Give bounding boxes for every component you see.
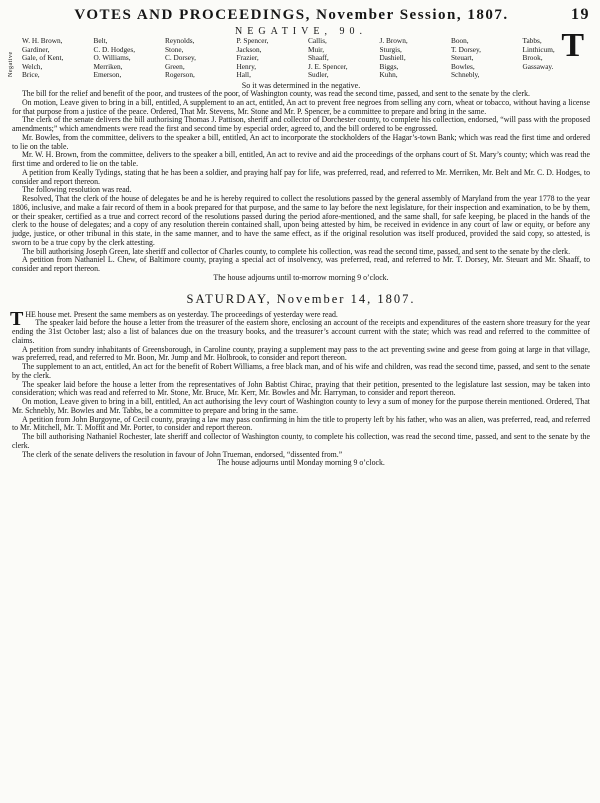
member-name: Schnebly, (451, 70, 480, 80)
paragraph: A petition from John Burgoyne, of Cecil county, praying a law may pass confirming in him the title to property left by his father, who was an alien, was preferred, read, and referred to Mr. Mitchell, Mr. T. Moffit and Mr. Porter, to consider and report thereon. (12, 414, 590, 433)
member-name: Kuhn, (379, 70, 398, 80)
running-head (12, 6, 590, 24)
member-name: Stone, (165, 44, 184, 54)
negative-column (237, 37, 305, 80)
member-name: Brook, (522, 53, 543, 63)
member-name: Bowles, (451, 61, 475, 71)
paragraph: The speaker laid before the house a letter from the treasurer of the eastern shore, enclosing an account of the receipts and expenditures of the eastern shore treasury for the year ending the 31st October last; also a list of balances due on the treasury books, and the treasurer’s account current with the state; which was read and referred to the committee of claims. (12, 318, 590, 345)
paragraph: The following resolution was read. (22, 185, 132, 195)
page-number: 19 (571, 6, 590, 23)
member-name: Gassaway. (522, 61, 554, 71)
paragraph: On motion, Leave given to bring in a bill, entitled, An act authorising the levy court of Washington county to levy a sum of money for the purpose therein mentioned. Ordered, That Mr. Schnebly, Mr. Bowles and Mr. Tabbs, be a committee to prepare and bring in the same. (12, 397, 590, 415)
member-name: Merriken, (93, 61, 123, 71)
member-name: C. Dorsey, (165, 53, 196, 63)
member-name: Emerson, (93, 70, 122, 80)
member-name: Gale, of Kent, (22, 53, 64, 63)
adjournment-line: The house adjourns until to-morrow morning 9 o’clock. (213, 272, 389, 282)
negative-column (451, 37, 519, 80)
member-name: C. D. Hodges, (93, 44, 136, 54)
paragraph: A petition from sundry inhabitants of Greensborough, in Caroline county, praying a supplement may pass to the act preventing swine and geese from going at large in that village, was preferred, read, and referred to Mr. Boon, Mr. Jump and Mr. Holbrook, to consider and report thereon. (12, 344, 590, 363)
member-name: Hall, (236, 70, 251, 80)
date-heading: SATURDAY, November 14, 1807. (186, 291, 416, 306)
member-name: Sudler, (308, 70, 329, 80)
member-name: Reynolds, (165, 36, 195, 45)
member-name: Boon, (451, 36, 469, 45)
member-name: Linthicum, (522, 44, 555, 54)
running-head-title: VOTES AND PROCEEDINGS, November Session, 1807. (74, 7, 509, 23)
member-name: P. Spencer, (236, 36, 269, 45)
paragraph: The supplement to an act, entitled, An act for the benefit of Robert Williams, a free black man, and of his wife and children, was read the second time, passed, and sent to the senate by the clerk. (12, 362, 590, 380)
member-name: Gardiner, (22, 44, 50, 54)
negative-column (22, 37, 90, 80)
member-name: W. H. Brown, (22, 36, 63, 45)
paragraph: The clerk of the senate delivers the bill authorising Thomas J. Pattison, sheriff and collector of Dorchester county, to complete his collection, endorsed, “will pass with the proposed amendments;” which amendments were read the first and second time by especial order, agreed to, and the bill ordered to be engrossed. (12, 115, 590, 133)
member-name: Green, (165, 61, 185, 71)
member-name: Biggs, (379, 61, 399, 71)
member-name: Rogerson, (165, 70, 195, 80)
paragraph: The speaker laid before the house a letter from the representatives of John Babtist Chirac, praying that their petition, presented to the legislature last session, may be taken into consideration; which was read and referred to Mr. Stone, Mr. Bruce, Mr. Kerr, Mr. Bowles and Mr. Harryman, to consider and report thereon. (12, 379, 590, 398)
paragraph: The bill authorising Nathaniel Rochester, late sheriff and collector of Washington county, to complete his collection, was read the second time, passed, and sent to the senate by the clerk. (12, 432, 590, 450)
negative-column (380, 37, 448, 80)
member-name: Sturgis, (379, 44, 402, 54)
member-name: Muir, (308, 44, 325, 54)
paragraph: On motion, Leave given to bring in a bill, entitled, A supplement to an act, entitled, An act to prevent free negroes from selling any corn, wheat or tobacco, without having a license for that purpose from a justice of the peace. Ordered, That Mr. Stevens, Mr. Stone and Mr. P. Spencer, be a committee to prepare and bring in the same. (12, 97, 590, 116)
paragraph: A petition from Nathaniel L. Chew, of Baltimore county, praying a special act of insolvency, was preferred, read, and referred to Mr. T. Dorsey, Mr. Steuart and Mr. Shaaff, to consider and report thereon. (12, 255, 590, 273)
large-letter: T (561, 27, 584, 64)
member-name: Brice, (22, 70, 40, 80)
opening-paragraph (10, 307, 590, 330)
member-name: Welch, (22, 61, 43, 71)
negative-side-label: Negative (8, 51, 14, 77)
proceedings-nov14 (10, 307, 590, 469)
negative-heading: NEGATIVE, 90. (235, 26, 367, 37)
member-name: Jackson, (236, 44, 262, 54)
member-name: Shaaff, (308, 53, 329, 63)
proceedings-nov14-body (12, 319, 590, 459)
negative-column (308, 37, 376, 80)
paragraph: Resolved, That the clerk of the house of delegates be and he is hereby required to collect the resolutions passed by the general assembly of Maryland from the year 1778 to the year 1806, inclusive, and make a fair record of them in a book prepared for that purpose, and the same to lay before the next legislature, for their inspection and examination, to be by them, or their speaker, certified as a true and correct record of the resolutions passed during the period afore-mentioned, and the same shall, for safe keeping, be placed in the hands of the clerk to the house of delegates; and a copy of any resolution therein contained shall, upon being attested by him, be received in evidence in any court of law or equity, or before any judge, justice, or other tribunal in this state, in the same manner, and to have the same effect, as if the original resolution was itself produced, provided the said copy, so attested, is sworn to be a true copy by the clerk attesting. (12, 194, 590, 247)
paragraph: Mr. W. H. Brown, from the committee, delivers to the speaker a bill, entitled, An act to revive and aid the proceedings of the orphans court of St. Mary’s county; which was read the first time and ordered to lie on the table. (12, 150, 590, 168)
negative-column (94, 37, 162, 80)
member-name: Steuart, (451, 53, 474, 63)
paragraph: The bill authorising Joseph Green, late sheriff and collector of Charles county, to complete his collection, was read the second time, passed, and sent to the senate by the clerk. (22, 246, 571, 256)
paragraph: Mr. Bowles, from the committee, delivers to the speaker a bill, entitled, An act to incorporate the stockholders of the Hagar’s-town Bank; which was read the first time and ordered to lie on the table. (12, 132, 590, 151)
member-name: Belt, (93, 36, 108, 45)
drop-cap: T (10, 307, 24, 330)
member-name: J. Brown, (379, 36, 408, 45)
proceedings-nov13 (12, 90, 590, 274)
member-name: O. Williams, (93, 53, 131, 63)
negative-column (165, 37, 233, 80)
vote-conclusion: So it was determined in the negative. (241, 81, 361, 90)
adjournment-line-final: The house adjourns until Monday morning 9 o’clock. (217, 458, 385, 468)
negative-columns (12, 37, 590, 80)
member-name: Callis, (308, 36, 327, 45)
paragraph: The bill for the relief and benefit of the poor, and trustees of the poor, of Washington county, was read the second time, passed, and sent to the senate by the clerk. (22, 89, 530, 98)
paragraph: The clerk of the senate delivers the resolution in favour of John Trueman, endorsed, “dissented from.” (22, 449, 343, 459)
paragraph: A petition from Keally Tydings, stating that he has been a soldier, and praying half pay for life, was preferred, read, and referred to Mr. Merriken, Mr. Belt and Mr. C. D. Hodges, to consider and report thereon. (12, 167, 590, 186)
member-name: J. E. Spencer, (308, 61, 348, 71)
member-name: Frazier, (236, 53, 259, 63)
opening-paragraph-text: HE house met. Present the same members as on yesterday. The proceedings of yesterday were read. (25, 309, 338, 319)
member-name: T. Dorsey, (451, 44, 481, 54)
member-name: Henry, (236, 61, 257, 71)
member-name: Tabbs, (522, 36, 542, 45)
member-name: Dashiell, (379, 53, 406, 63)
